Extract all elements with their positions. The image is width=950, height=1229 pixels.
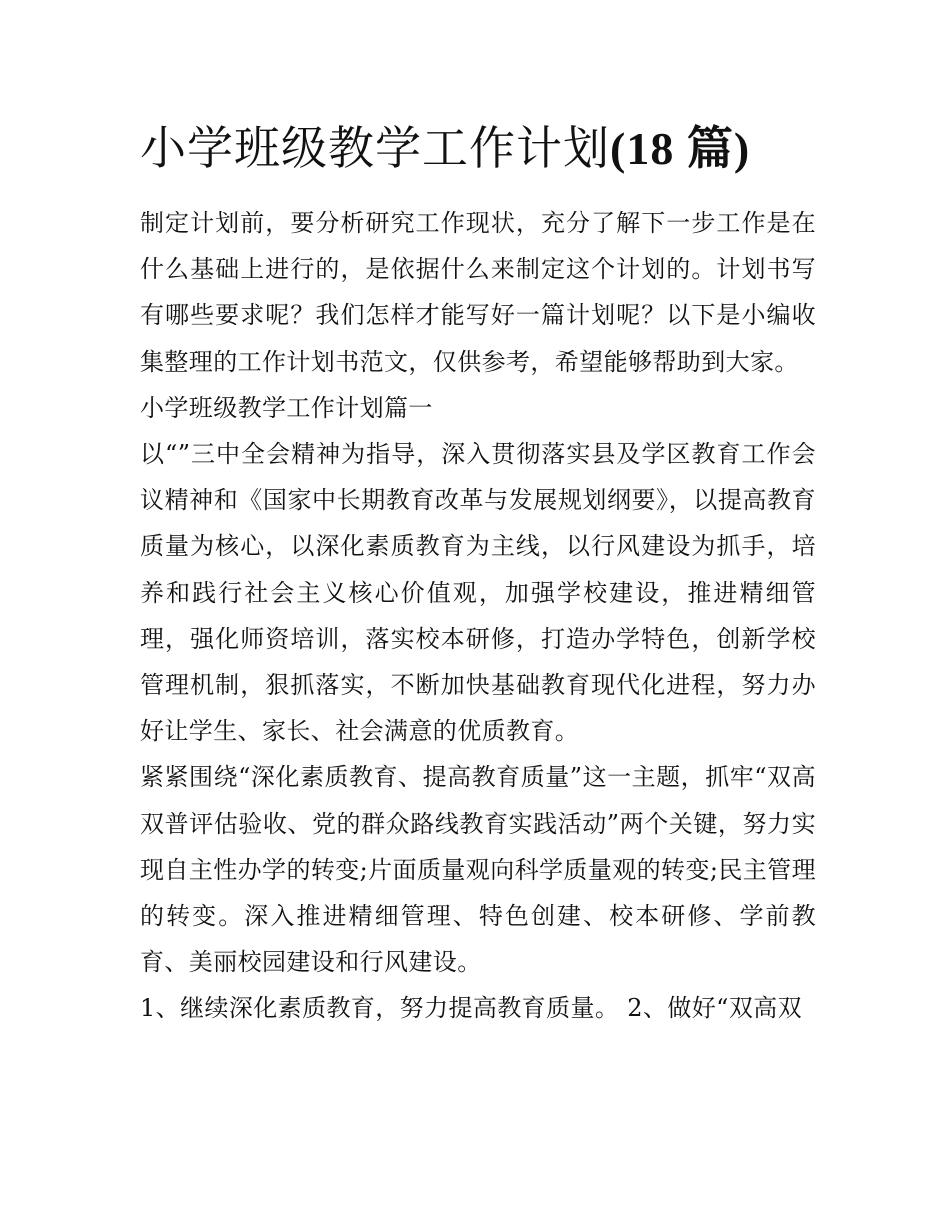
document-body bbox=[140, 200, 816, 1032]
title-count: (18 篇) bbox=[610, 123, 751, 174]
paragraph-theme: 紧紧围绕“深化素质教育、提高教育质量”这一主题，抓牢“双高双普评估验收、党的群众路线教育实践活动”两个关键，努力实现自主性办学的转变;片面质量观向科学质量观的转变;民主管理的转变。深入推进精细管理、特色创建、校本研修、学前教育、美丽校园建设和行风建设。 bbox=[140, 763, 816, 977]
paragraph-intro: 制定计划前，要分析研究工作现状，充分了解下一步工作是在什么基础上进行的，是依据什么来制定这个计划的。计划书写有哪些要求呢？我们怎样才能写好一篇计划呢？以下是小编收集整理的工作计划书范文，仅供参考，希望能够帮助到大家。 bbox=[140, 209, 816, 376]
paragraph-guideline: 以“”三中全会精神为指导，深入贯彻落实县及学区教育工作会议精神和《国家中长期教育改革与发展规划纲要》，以提高教育质量为核心，以深化素质教育为主线，以行风建设为抓手，培养和践行社会主义核心价值观，加强学校建设，推进精细管理，强化师资培训，落实校本研修，打造办学特色，创新学校管理机制，狠抓落实，不断加快基础教育现代化进程，努力办好让学生、家长、社会满意的优质教育。 bbox=[140, 440, 816, 746]
title-text: 小学班级教学工作计划 bbox=[140, 121, 610, 175]
document-title bbox=[140, 112, 830, 185]
section-heading: 小学班级教学工作计划篇一 bbox=[140, 393, 433, 422]
paragraph-list: 1、继续深化素质教育，努力提高教育质量。 2、做好“双高双 bbox=[140, 994, 803, 1023]
